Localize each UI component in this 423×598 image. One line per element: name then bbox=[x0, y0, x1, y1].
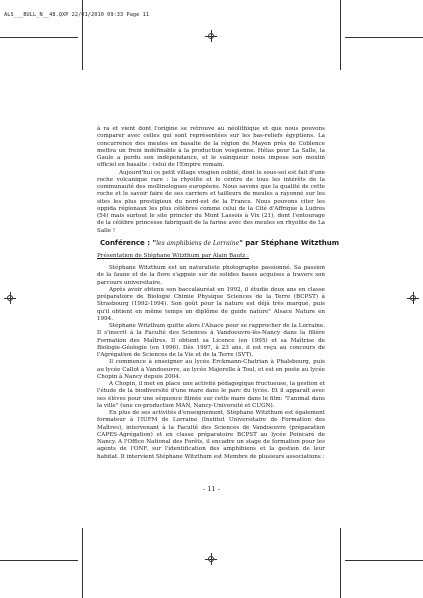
bio-paragraph: Stéphane Witzthum quitte alors l'Alsace pour se rapprocher de la Lorraine. Il s'inscrit à la Faculté des Sciences à Vandoeuvre-lès-Nancy dans la filière Formation des Maîtres. Il obtient sa Licence (en 1995) et sa Maîtrise de Biologie-Géologie (en 1996). Dès 1997, à 23 ans, il est reçu au concours de l'Agrégation de Sciences de la Vie et de la Terre (SVT). bbox=[97, 323, 325, 358]
conference-prefix: Conférence : " bbox=[100, 238, 157, 247]
paragraph-village: Aujourd'hui ce petit village vosgien oublié, dont le sous-sol est fait d'une roche volcanique rare : la rhyolite et le centre de tous les intérêts de la communauté des mollinologues européens. Nous savons que la qualité de cette roche et le savoir faire de ses carriers et tailleurs de meules a rayonné sur les sites les plus prestigieux du nord-est de la France. Nous pouvons citer les oppida régionaux les plus célèbres comme celui de la Cité d'Affrique à Ludres (54) mais surtout le site princier du Mont Lassois à Vix (21), dont l'entourage de la célèbre princesse fabriquait de la farine avec des meules en rhyolite de La Salle ! bbox=[97, 169, 325, 234]
conference-suffix: " par Stéphane Witzthum bbox=[239, 238, 340, 247]
conference-heading bbox=[100, 238, 340, 248]
bio-paragraph: A Chopin, il met en place une activité pédagogique fructueuse, la gestion et l'étude de la biodiversité d'une mare dans le parc du lycée. Et il apparaît avec ses élèves pour une séquence filmée sur cette mare dans le film: "l'animal dans la ville" (une co-production MAN, Nancy-Université et CUGN). bbox=[97, 381, 325, 409]
registration-mark-right bbox=[407, 292, 419, 304]
crop-mark-vertical-bottom-left bbox=[82, 528, 83, 598]
crop-mark-vertical-top-left bbox=[82, 0, 83, 70]
registration-mark-bottom bbox=[205, 553, 217, 565]
article-body bbox=[97, 126, 340, 461]
presentation-line: Présentation de Stéphane Witzthum par Alain Bautz : bbox=[97, 252, 249, 259]
crop-mark-bottom-left bbox=[0, 560, 78, 561]
page-number: - 11 - bbox=[203, 485, 220, 493]
print-slug: ALS___BULL_N__48.QXP 22/01/2010 09:33 Page 11 bbox=[4, 12, 150, 18]
bio-paragraph: En plus de ses activités d'enseignement, Stéphane Witzthum est également formateur à l'IUFM de Lorraine (Institut Universitaire de Formation des Maîtres), intervenant à la Faculté des Sciences de Vandoeuvre (préparation CAPES-Agrégation) et en classe préparatoire BCPST au lycée Poincaré de Nancy. A l'Office National des Forêts, il encadre un stage de formation pour les agents de l'ONF, sur l'identification des amphibiens et la gestion de leur habitat. Il intervient Stéphane Witzthum est Membre de plusieurs associations : bbox=[97, 410, 325, 460]
bio-paragraph: Après avoir obtenu son baccalauréat en 1992, il étudie deux ans en classe préparatoire de Biologie Chimie Physique Sciences de la Terre (BCPST) à Strasbourg (1992-1994). Son goût pour la nature est déjà très marqué, puis qu'il obtient en même temps un diplôme de guide nature" Alsace Nature en 1994. bbox=[97, 286, 325, 322]
crop-mark-vertical-bottom-right bbox=[340, 528, 341, 598]
conference-title: les amphibiens de Lorraine bbox=[156, 239, 240, 247]
crop-mark-top-left bbox=[0, 37, 78, 38]
paragraph-intro: à ra et vient dont l'origine se retrouve au néolithique et que nous pouvons comparer avec celles qui sont représentées sur les bas-reliefs égyptiens. La concurrence des meules en basalte de la région de Mayen près de Coblence mettra un frein indéfinable à la production vosgienne. Hélas pour La Salle, la Gaule a perdu son indépendance, et le vainqueur nous impose son moulin officiel en basalte : celui de l'Empire romain. bbox=[97, 126, 325, 169]
registration-mark-left bbox=[4, 292, 16, 304]
crop-mark-top-right bbox=[345, 37, 423, 38]
crop-mark-bottom-right bbox=[345, 560, 423, 561]
crop-mark-vertical-top-right bbox=[340, 0, 341, 70]
bio-paragraph: Il commence à enseigner au lycée Erckmann-Chatrian à Phalsbourg, puis au lycée Callot à Vandoeuvre, au lycée Majorelle à Toul, et est en poste au lycée Chopin à Nancy depuis 2004. bbox=[97, 359, 325, 380]
registration-mark-top bbox=[205, 30, 217, 42]
bio-paragraph: Stéphane Witzthum est un naturaliste photographe passionné. Sa passion de la faune et de la flore s'appuie sur de solides bases acquises à travers son parcours universitaire. bbox=[97, 265, 325, 286]
